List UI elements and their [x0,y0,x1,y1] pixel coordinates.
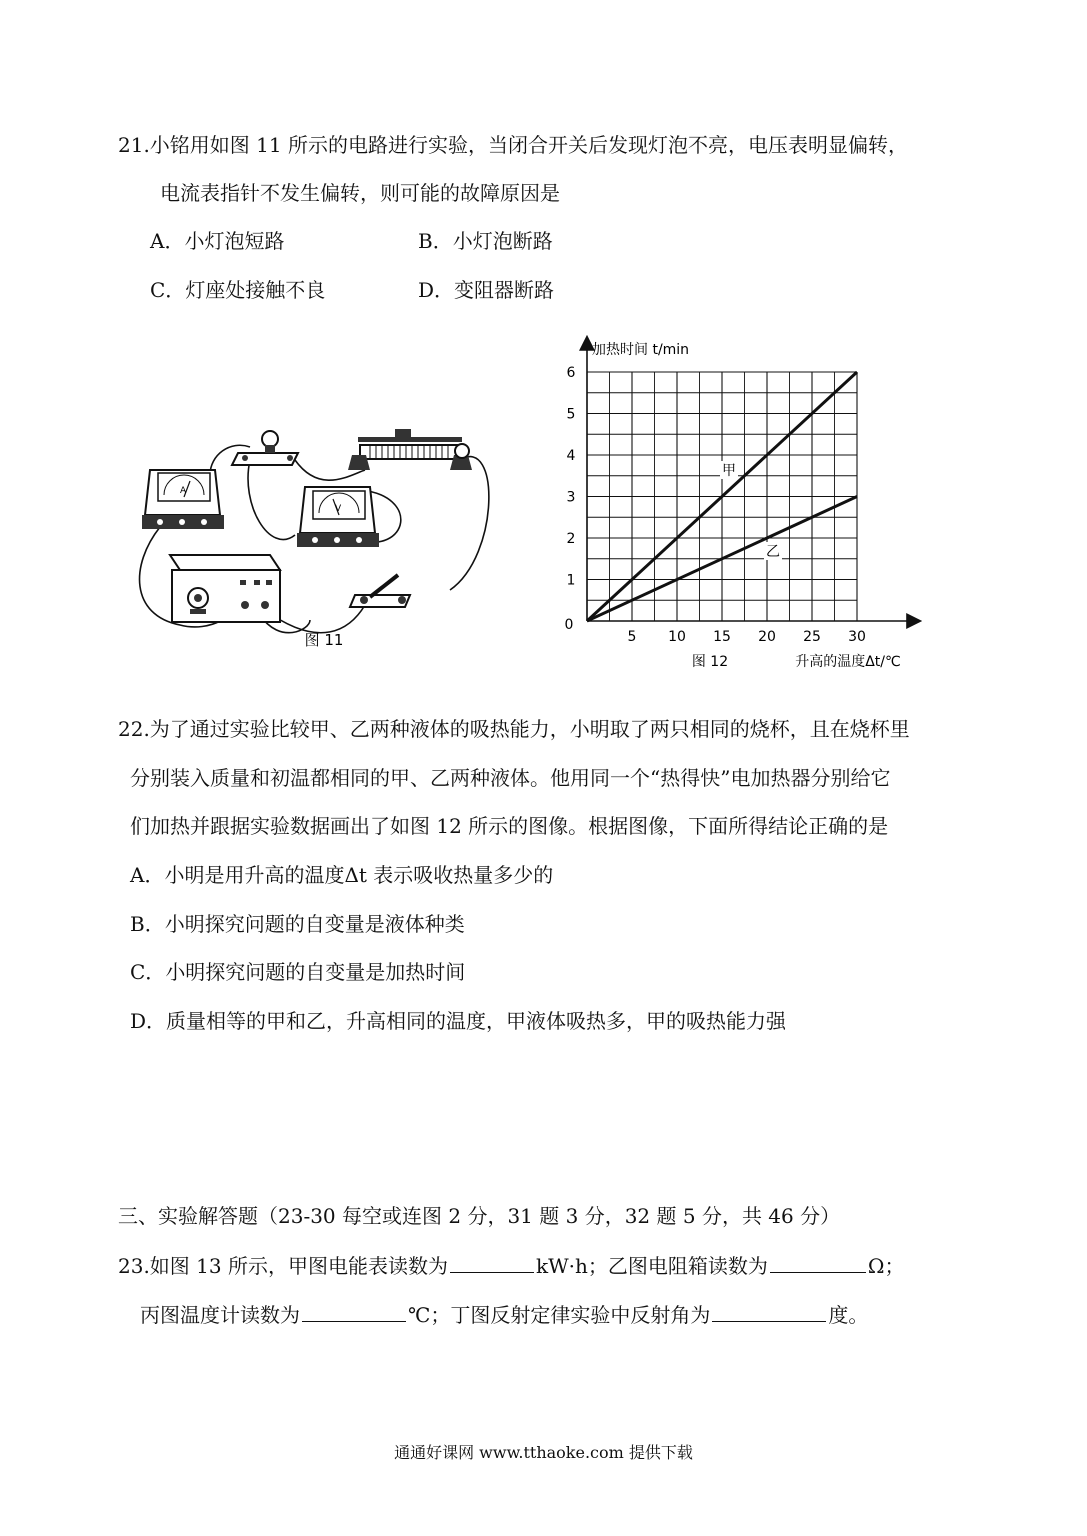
y-tick-label: 2 [566,531,576,547]
y-tick-label: 3 [566,489,576,506]
option-text: 小明探究问题的自变量是加热时间 [165,960,466,984]
option-letter: A． [130,863,165,887]
x-tick-label: 15 [713,629,731,645]
figure-12-chart [550,330,950,675]
q23-unit2: Ω； [867,1254,905,1278]
q22-line3: 们加热并跟据实验数据画出了如图 12 所示的图像。根据图像，下面所得结论正确的是 [130,814,889,838]
q23-unit1: kW·h；乙图电阻箱读数为 [535,1254,768,1278]
option-text: 小灯泡短路 [184,229,285,253]
rheostat [348,429,472,470]
option-text: 小明探究问题的自变量是液体种类 [164,912,465,936]
q23-part1: 23.如图 13 所示，甲图电能表读数为 [118,1254,448,1278]
q22-option-c [130,959,465,985]
answer-blank-resistance-box[interactable] [770,1252,866,1273]
option-letter: B． [418,229,453,253]
q21-option-a [150,228,284,254]
x-axis-label: 升高的温度Δt/℃ [795,654,901,670]
option-letter: D． [418,278,455,302]
option-text: 小明是用升高的温度Δt 表示吸收热量多少的 [164,863,554,887]
option-letter: B． [130,912,165,936]
series-label-jia: 甲 [722,463,736,479]
q23-unit4: 度。 [828,1303,869,1327]
figure-11-circuit [120,415,510,655]
q23-part2: 丙图温度计读数为 [140,1303,300,1327]
wire [450,457,489,590]
option-letter: D． [130,1009,167,1033]
answer-blank-energy-meter[interactable] [450,1252,534,1273]
option-letter: C． [150,278,186,302]
lamp [232,431,298,465]
q22-option-a [130,862,553,888]
voltmeter-symbol: V [335,504,342,514]
ammeter-symbol: A [180,486,187,496]
q23-line1 [118,1252,905,1279]
q22-line2: 分别装入质量和初温都相同的甲、乙两种液体。他用同一个“热得快”电加热器分别给它 [130,766,891,790]
q23-line2 [140,1301,868,1328]
q21-option-d [418,277,554,303]
y-tick-label: 6 [566,365,576,381]
x-tick-label: 5 [627,629,637,645]
switch [350,575,410,607]
option-letter: C． [130,960,166,984]
ammeter [142,470,224,529]
x-tick-label: 20 [758,629,776,645]
origin-label: 0 [564,617,574,633]
option-text: 灯座处接触不良 [185,278,326,302]
x-tick-label: 25 [803,629,821,645]
answer-blank-thermometer[interactable] [302,1301,406,1322]
y-tick-label: 4 [566,448,576,464]
section-3-heading: 三、实验解答题（23-30 每空或连图 2 分，31 题 3 分，32 题 5 分，共 46 分） [118,1204,841,1228]
q22-option-d [130,1008,786,1034]
option-text: 变阻器断路 [454,278,555,302]
y-tick-label: 5 [566,406,576,423]
q22-line1: 22.为了通过实验比较甲、乙两种液体的吸热能力，小明取了两只相同的烧杯，且在烧杯里 [118,717,910,741]
option-letter: A． [150,229,185,253]
voltmeter [297,487,379,547]
q23-unit3: ℃；丁图反射定律实验中反射角为 [408,1303,711,1327]
q21-line1: 21.小铭用如图 11 所示的电路进行实验，当闭合开关后发现灯泡不亮，电压表明显偏转， [118,133,908,157]
series-label-yi: 乙 [766,544,780,560]
y-tick-label: 1 [566,572,576,589]
q22-option-b [130,911,465,937]
q21-option-c [150,277,325,303]
option-text: 质量相等的甲和乙，升高相同的温度，甲液体吸热多，甲的吸热能力强 [166,1009,787,1033]
y-axis-label: 加热时间 t/min [592,342,690,358]
wire [248,460,295,540]
page-footer: 通通好课网 www.tthaoke.com 提供下载 [394,1443,693,1462]
figure-12-caption: 图 12 [691,654,729,670]
q21-option-b [418,228,553,254]
answer-blank-reflection-angle[interactable] [712,1301,826,1322]
q21-line2: 电流表指针不发生偏转，则可能的故障原因是 [160,181,560,205]
power-supply [170,555,280,622]
option-text: 小灯泡断路 [452,229,553,253]
figure-11-caption: 图 11 [304,631,344,649]
x-tick-label: 10 [668,629,686,645]
x-tick-label: 30 [848,629,866,645]
